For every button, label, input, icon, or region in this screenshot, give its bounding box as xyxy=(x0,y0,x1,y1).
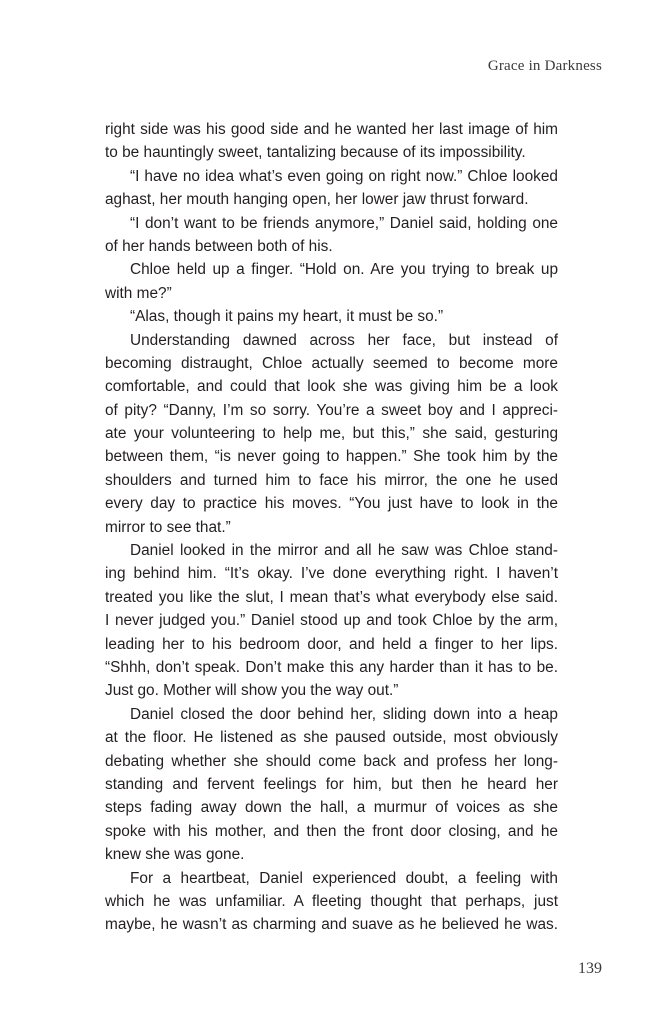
text-line: I never judged you.” Daniel stood up and took Chloe by the arm, xyxy=(105,612,558,630)
text-line: “Shhh, don’t speak. Don’t make this any harder than it has to be. xyxy=(105,658,558,676)
text-line: at the floor. He listened as she paused outside, most obviously xyxy=(105,729,558,747)
text-line: maybe, he wasn’t as charming and suave as he believed he was. xyxy=(105,916,558,934)
text-line: “I have no idea what’s even going on right now.” Chloe looked xyxy=(130,167,558,185)
text-line: right side was his good side and he wanted her last image of him xyxy=(105,121,558,138)
text-line: Daniel closed the door behind her, sliding down into a heap xyxy=(130,705,558,723)
text-line: mirror to see that.” xyxy=(105,518,231,536)
text-line: leading her to his bedroom door, and held a finger to her lips. xyxy=(105,635,558,653)
text-line: which he was unfamiliar. A fleeting thought that perhaps, just xyxy=(105,892,558,910)
text-line: every day to practice his moves. “You just have to look in the xyxy=(105,495,558,513)
text-line: ate your volunteering to help me, but this,” she said, gesturing xyxy=(105,425,558,443)
text-line: steps fading away down the hall, a murmur of voices as she xyxy=(105,799,558,817)
running-head: Grace in Darkness xyxy=(487,58,602,74)
text-line: Just go. Mother will show you the way out.” xyxy=(105,682,399,700)
text-line: between them, “is never going to happen.” She took him by the xyxy=(105,448,558,466)
text-line: debating whether she should come back and profess her long- xyxy=(105,752,558,770)
page-number: 139 xyxy=(578,960,602,977)
text-line: “Alas, though it pains my heart, it must be so.” xyxy=(130,308,444,326)
text-line: knew she was gone. xyxy=(105,846,245,864)
text-line: comfortable, and could that look she was giving him be a look xyxy=(105,378,558,396)
text-line: For a heartbeat, Daniel experienced doubt, a feeling with xyxy=(130,869,558,887)
text-line: of pity? “Danny, I’m so sorry. You’re a sweet boy and I appreci- xyxy=(105,401,558,419)
text-line: Daniel looked in the mirror and all he saw was Chloe stand- xyxy=(130,542,558,560)
text-line: “I don’t want to be friends anymore,” Daniel said, holding one xyxy=(130,214,558,232)
text-line: treated you like the slut, I mean that’s what everybody else said. xyxy=(105,588,558,606)
text-line: with me?” xyxy=(105,284,172,302)
text-line: of her hands between both of his. xyxy=(105,237,333,255)
text-line: Understanding dawned across her face, but instead of xyxy=(130,331,558,349)
text-line: shoulders and turned him to face his mirror, the one he used xyxy=(105,471,558,489)
text-line: aghast, her mouth hanging open, her lower jaw thrust forward. xyxy=(105,191,529,209)
text-line: Chloe held up a finger. “Hold on. Are you trying to break up xyxy=(130,261,558,279)
body-text xyxy=(105,118,558,937)
text-line: to be hauntingly sweet, tantalizing because of its impossibility. xyxy=(105,144,526,162)
text-line: spoke with his mother, and then the front door closing, and he xyxy=(105,822,558,840)
text-line: ing behind him. “It’s okay. I’ve done everything right. I haven’t xyxy=(105,565,558,583)
text-line: becoming distraught, Chloe actually seemed to become more xyxy=(105,354,558,372)
text-line: standing and fervent feelings for him, but then he heard her xyxy=(105,775,558,793)
